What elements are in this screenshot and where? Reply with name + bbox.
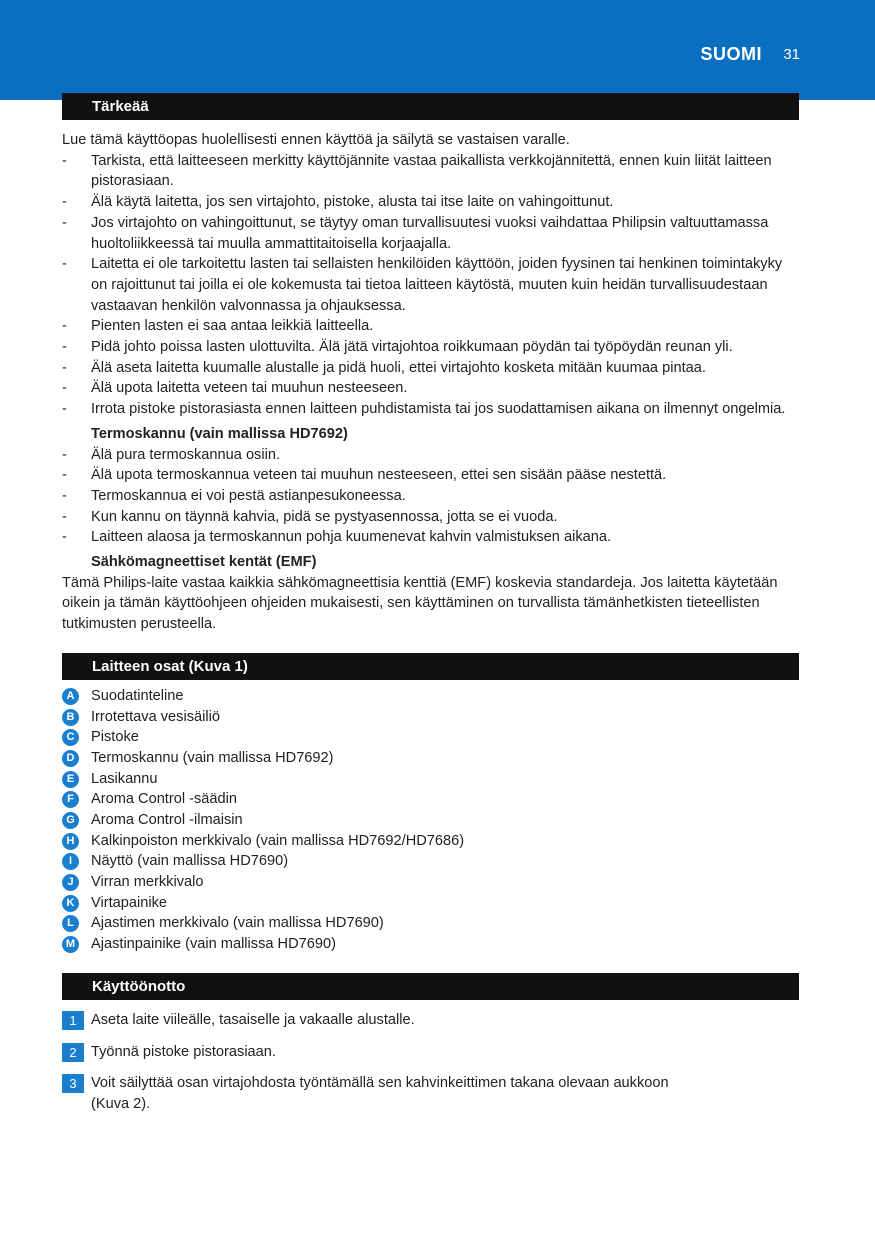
part-letter-badge: A <box>62 688 79 705</box>
emf-paragraph: Tämä Philips-laite vastaa kaikkia sähkömagneettisia kenttiä (EMF) koskevia standardeja. Jos laitetta käytetään oikein ja tämän käyttöohjeen ohjeiden mukaisesti, sen käyttäminen on turvallista tämänhetkisten tieteellisten tutkimusten perusteella. <box>62 574 778 633</box>
part-item <box>62 851 799 872</box>
step-text: Työnnä pistoke pistorasiaan. <box>91 1043 276 1060</box>
list-item: - Pienten lasten ei saa antaa leikkiä laitteella. <box>62 316 799 337</box>
part-item <box>62 769 799 790</box>
list-item: - Pidä johto poissa lasten ulottuvilta. Älä jätä virtajohtoa roikkumaan pöydän tai työpöydän reunan yli. <box>62 337 799 358</box>
part-item <box>62 707 799 728</box>
setup-step <box>62 1042 799 1063</box>
list-item: - Älä upota laitetta veteen tai muuhun nesteeseen. <box>62 378 799 399</box>
part-letter-badge: H <box>62 833 79 850</box>
step-text: Voit säilyttää osan virtajohdosta työntämällä sen kahvinkeittimen takana olevaan aukkoon (Kuva 2). <box>91 1075 669 1112</box>
part-letter-badge: E <box>62 771 79 788</box>
important-intro: Lue tämä käyttöopas huolellisesti ennen käyttöä ja säilytä se vastaisen varalle. <box>62 132 570 148</box>
part-item <box>62 872 799 893</box>
language-label: SUOMI <box>700 44 762 64</box>
part-label: Kalkinpoiston merkkivalo (vain mallissa HD7692/HD7686) <box>91 832 465 849</box>
list-item: - Termoskannua ei voi pestä astianpesukoneessa. <box>62 486 799 507</box>
part-letter-badge: I <box>62 853 79 870</box>
part-item <box>62 831 799 852</box>
list-item: - Kun kannu on täynnä kahvia, pidä se pystyasennossa, jotta se ei vuoda. <box>62 507 799 528</box>
part-label: Lasikannu <box>91 770 158 787</box>
part-label: Suodatinteline <box>91 687 184 704</box>
part-item <box>62 810 799 831</box>
parts-list <box>62 686 799 955</box>
part-letter-badge: D <box>62 750 79 767</box>
list-item: - Laitetta ei ole tarkoitettu lasten tai sellaisten henkilöiden käyttöön, joiden fyysinen tai henkinen toimintakyky on rajoittunut tai joilla ei ole kokemusta tai tietoa laitteen käytöstä, muuten kuin heidän turvallisuudestaan vastaavan henkilön valvonnassa ja ohjauksessa. <box>62 254 799 316</box>
part-letter-badge: K <box>62 895 79 912</box>
step-number: 1 <box>62 1011 84 1030</box>
part-item <box>62 913 799 934</box>
page-header <box>0 0 875 100</box>
part-letter-badge: G <box>62 812 79 829</box>
part-label: Pistoke <box>91 729 139 746</box>
list-item: - Älä pura termoskannua osiin. <box>62 445 799 466</box>
part-label: Irrotettava vesisäiliö <box>91 708 220 725</box>
page-number: 31 <box>783 46 800 63</box>
thermo-list <box>62 445 799 549</box>
part-label: Ajastimen merkkivalo (vain mallissa HD7690) <box>91 915 384 932</box>
part-item <box>62 934 799 955</box>
setup-step <box>62 1010 799 1031</box>
part-letter-badge: J <box>62 874 79 891</box>
list-item: - Laitteen alaosa ja termoskannun pohja kuumenevat kahvin valmistuksen aikana. <box>62 527 799 548</box>
part-label: Aroma Control -ilmaisin <box>91 812 243 828</box>
setup-step <box>62 1073 799 1114</box>
part-letter-badge: B <box>62 709 79 726</box>
step-number: 2 <box>62 1043 84 1062</box>
step-text: Aseta laite viileälle, tasaiselle ja vakaalle alustalle. <box>91 1011 415 1028</box>
part-item <box>62 789 799 810</box>
important-list <box>62 151 799 420</box>
part-item <box>62 727 799 748</box>
part-label: Aroma Control -säädin <box>91 791 238 808</box>
part-letter-badge: C <box>62 729 79 746</box>
part-item <box>62 748 799 769</box>
list-item: - Irrota pistoke pistorasiasta ennen laitteen puhdistamista tai jos suodattamisen aikana on ilmennyt ongelmia. <box>62 399 799 420</box>
list-item: - Älä upota termoskannua veteen tai muuhun nesteeseen, ettei sen sisään pääse nestettä. <box>62 465 799 486</box>
part-item <box>62 893 799 914</box>
emf-subheading: Sähkömagneettiset kentät (EMF) <box>91 554 317 571</box>
part-letter-badge: M <box>62 936 79 953</box>
list-item: - Tarkista, että laitteeseen merkitty käyttöjännite vastaa paikallista verkkojännitettä, ennen kuin liität laitteen pistorasiaan. <box>62 151 799 192</box>
section-header-parts: Laitteen osat (Kuva 1) <box>62 653 799 680</box>
step-number: 3 <box>62 1074 84 1093</box>
part-label: Virran merkkivalo <box>91 874 204 891</box>
part-item <box>62 686 799 707</box>
part-label: Näyttö (vain mallissa HD7690) <box>91 853 289 870</box>
thermo-subheading: Termoskannu (vain mallissa HD7692) <box>91 425 348 442</box>
page-content <box>62 93 799 1115</box>
section-header-setup: Käyttöönotto <box>62 973 799 1000</box>
part-label: Termoskannu (vain mallissa HD7692) <box>91 749 334 766</box>
part-label: Virtapainike <box>91 894 167 911</box>
part-label: Ajastinpainike (vain mallissa HD7690) <box>91 936 336 953</box>
part-letter-badge: F <box>62 791 79 808</box>
list-item: - Älä aseta laitetta kuumalle alustalle ja pidä huoli, ettei virtajohto kosketa mitään kuumaa pintaa. <box>62 358 799 379</box>
part-letter-badge: L <box>62 915 79 932</box>
section-header-important: Tärkeää <box>62 93 799 120</box>
list-item: - Jos virtajohto on vahingoittunut, se täytyy oman turvallisuutesi vuoksi vaihdattaa Philipsin valtuuttamassa huoltoliikkeessä tai muulla ammattitaitoisella korjaajalla. <box>62 213 799 254</box>
list-item: - Älä käytä laitetta, jos sen virtajohto, pistoke, alusta tai itse laite on vahingoittunut. <box>62 192 799 213</box>
